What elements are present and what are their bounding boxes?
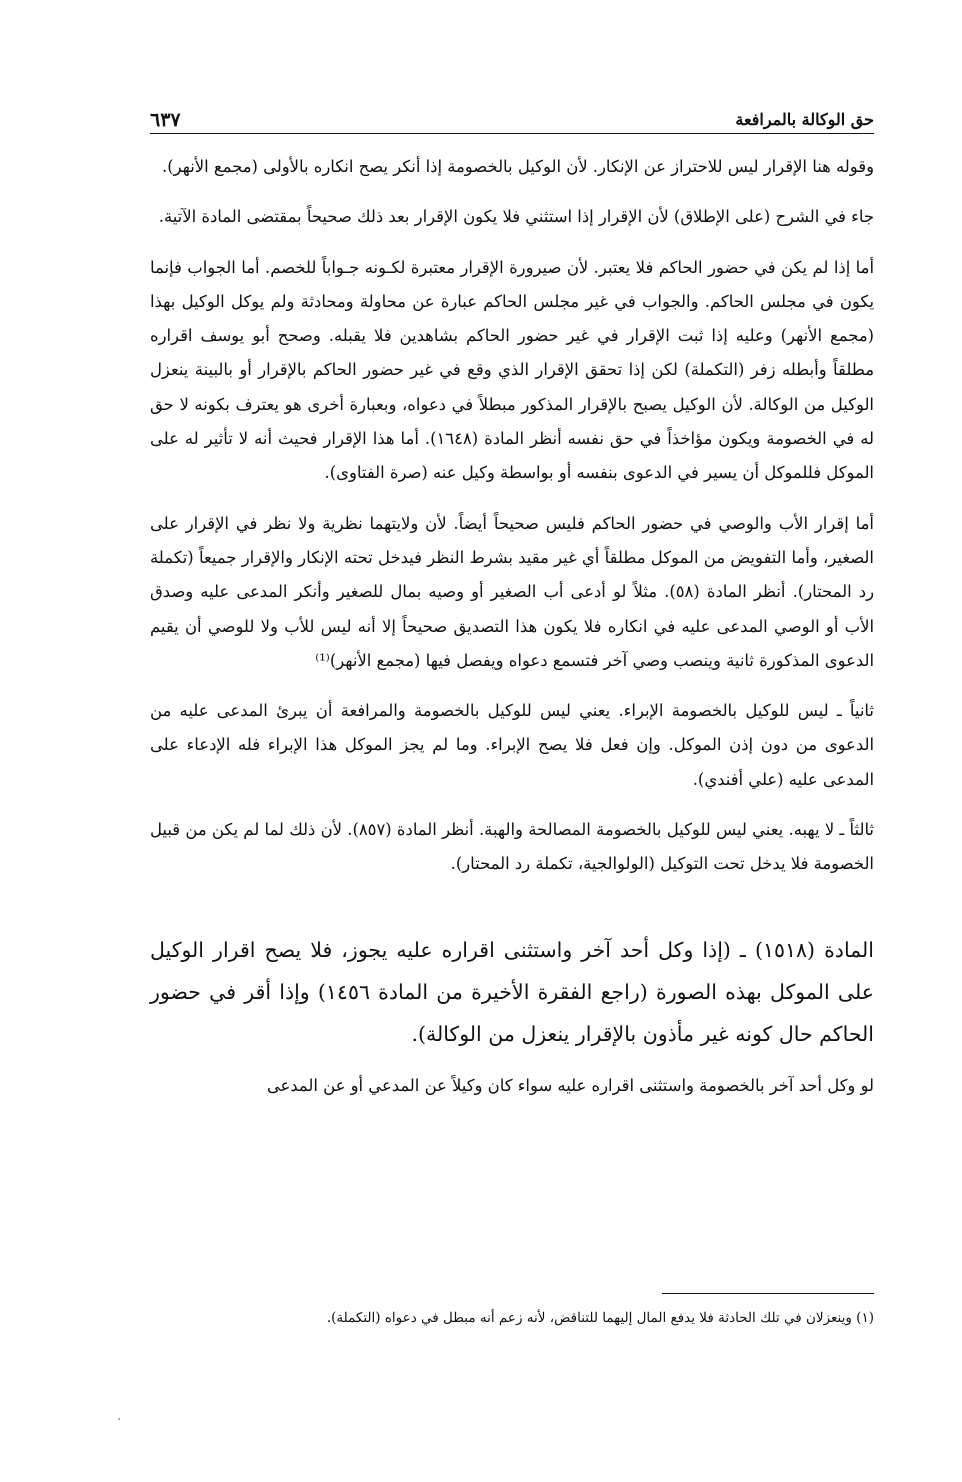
- running-title: حق الوكالة بالمرافعة: [735, 110, 874, 129]
- paragraph-1: وقوله هنا الإقرار ليس للاحتراز عن الإنكار. لأن الوكيل بالخصومة إذا أنكر يصح انكاره بالأولى (مجمع الأنهر).: [162, 157, 874, 176]
- page-header: [150, 108, 874, 132]
- footnote-rule: [662, 1293, 874, 1294]
- paragraph-3: أما إذا لم يكن في حضور الحاكم فلا يعتبر. لأن صيرورة الإقرار معتبرة لكـونه جـواباً للخصم. أما الجواب فإنما يكون في مجلس الحاكم. والجواب في غير مجلس الحاكم عبارة عن محاولة ومحادثة ولم يوكل الوكيل بهذا (مجمع الأنهر) وعليه إذا ثبت الإقرار في غير حضور الحاكم بشاهدين فلا يقبله. وصحح أبو يوسف اقراره مطلقاً وأبطله زفر (التكملة) لكن إذا تحقق الإقرار الذي وقع في غير حضور الحاكم بالإقرار أو بالبينة ينعزل الوكيل من الوكالة. لأن الوكيل يصبح بالإقرار المذكور مبطلاً في دعواه، وبعبارة أخرى هو يعترف بكونه لا حق له في الخصومة ويكون مؤاخذاً في حق نفسه أنظر المادة (١٦٤٨). أما هذا الإقرار فحيث أنه لا تأثير له على الموكل فللموكل أن يسير في الدعوى بنفسه أو بواسطة وكيل عنه (صرة الفتاوى).: [150, 257, 875, 483]
- page-body: [150, 150, 874, 1119]
- footnote: (١) وينعزلان في تلك الحادثة فلا يدفع المال إليهما للتناقض، لأنه زعم أنه مبطل في دعواه (التكملة).: [326, 1310, 874, 1326]
- paragraph-2: جاء في الشرح (على الإطلاق) لأن الإقرار إذا استثني فلا يكون الإقرار بعد ذلك صحيحاً بمقتضى المادة الآتية.: [158, 207, 874, 227]
- scan-speck: [118, 1418, 120, 1420]
- header-rule: [150, 133, 874, 134]
- page-number: ٦٣٧: [150, 109, 181, 131]
- commentary-paragraph: لو وكل أحد آخر بالخصومة واستثنى اقراره عليه سواء كان وكيلاً عن المدعي أو عن المدعى: [266, 1075, 874, 1095]
- paragraph-5: ثانياً ـ ليس للوكيل بالخصومة الإبراء. يعني ليس للوكيل بالخصومة والمرافعة أن يبرئ المدعى عليه من الدعوى من دون إذن الموكل. وإن فعل فلا يصح الإبراء. وما لم يجز الموكل هذا الإبراء فله الإدعاء على المدعى عليه (علي أفندي).: [150, 701, 874, 789]
- paragraph-6: ثالثاً ـ لا يهبه. يعني ليس للوكيل بالخصومة المصالحة والهبة. أنظر المادة (٨٥٧). لأن ذلك لما لم يكن من قبيل الخصومة فلا يدخل تحت التوكيل (الولوالجية، تكملة رد المحتار).: [150, 820, 874, 874]
- paragraph-4: أما إقرار الأب والوصي في حضور الحاكم فليس صحيحاً أيضاً. لأن ولايتهما نظرية ولا نظر في الإقرار على الصغير، وأما التفويض من الموكل مطلقاً أي غير مقيد بشرط النظر فيدخل تحته الإنكار والإقرار جميعاً (تكملة رد المحتار). أنظر المادة (٥٨). مثلاً لو أدعى أب الصغير أو وصيه بمال للصغير وأنكر المدعى عليه وصدق الأب أو الوصي المدعى عليه في انكاره فلا يكون هذا التصديق صحيحاً إلا أنه ليس للأب ولا للوصي أن يقيم الدعوى المذكورة ثانية وينصب وصي آخر فتسمع دعواه ويفصل فيها (مجمع الأنهر)⁽¹⁾: [150, 513, 874, 670]
- article-1518: المادة (١٥١٨) ـ (إذا وكل أحد آخر واستثنى اقراره عليه يجوز، فلا يصح اقرار الوكيل على الموكل بهذه الصورة (راجع الفقرة الأخيرة من المادة ١٤٥٦) وإذا أقر في حضور الحاكم حال كونه غير مأذون بالإقرار ينعزل من الوكالة).: [150, 937, 874, 1046]
